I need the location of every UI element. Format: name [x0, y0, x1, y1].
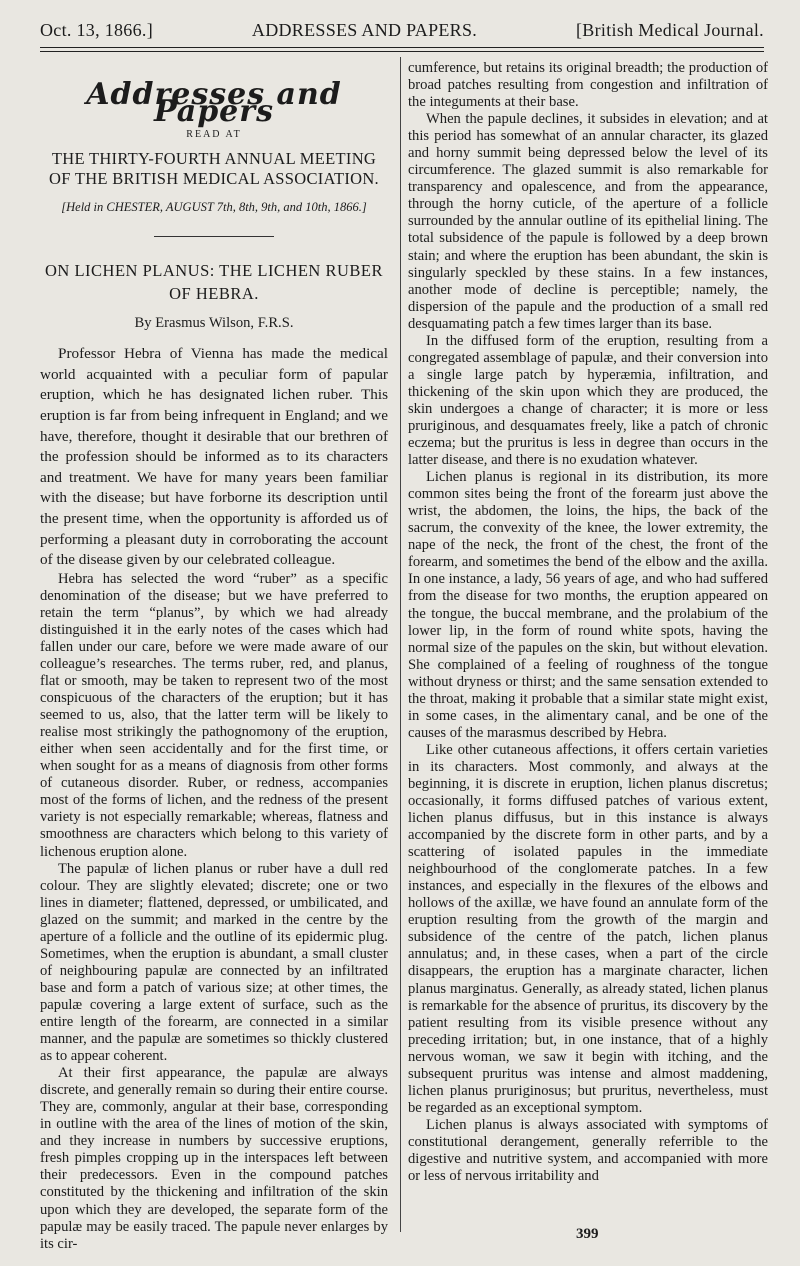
header-journal: [British Medical Journal.	[576, 20, 764, 40]
meeting-title: THE THIRTY-FOURTH ANNUAL MEETING OF THE BRITISH MEDICAL ASSOCIATION.	[49, 149, 379, 189]
paragraph: Professor Hebra of Vienna has made the medical world acquainted with a peculiar form of papular eruption, which he has designated lichen ruber. This eruption is far from being infrequent in England; and we have, therefore, thought it desirable that our brethren of the profession should be informed as to its characters and treatment. We have for many years been familiar with the disease; but have forborne its description until the present time, when the opportunity is afforded us of performing a pleasant duty in corroborating the account of the disease given by our celebrated colleague.	[40, 345, 388, 569]
paragraph: When the papule declines, it subsides in elevation; and at this period has somewhat of an annular character, its glazed and horny summit being depressed below the level of its circumference. The glazed summit is also remarkable for transparency and opalescence, and from the appearance, through the horny cuticle, of the aperture of a follicle surrounded by the annular outline of its epithelial lining. The total subsidence of the papule is followed by a deep brown stain; and where the eruption has been abundant, the skin is singularly speckled by these stains. In a few instances, another mode of decline is perceptible; namely, the dispersion of the papule and the production of a small red desquamating patch a few times larger than its base.	[408, 111, 768, 332]
read-at-label: READ AT	[186, 129, 242, 141]
paragraph: The papulæ of lichen planus or ruber have a dull red colour. They are slightly elevated; discrete; one or two lines in diameter; flattened, depressed, or umbilicated, and glazed on the summit; and marked in the centre by the aperture of a follicle and the outline of its epidermic plug. Sometimes, when the eruption is abundant, a small cluster of neighbouring papulæ are connected by an infiltrated base and form a patch of various size; at other times, the papulæ covering a large extent of surface, such as the entire length of the forearm, are connected in a similar manner, and the papulæ are sometimes so thickly clustered as to appear coherent.	[40, 860, 388, 1065]
article-title: ON LICHEN PLANUS: THE LICHEN RUBER OF HEBRA.	[45, 261, 383, 304]
running-header	[40, 20, 764, 41]
paragraph: Lichen planus is regional in its distribution, its more common sites being the front of the forearm just above the wrist, the abdomen, the loins, the hips, the back of the sacrum, the convexity of the knee, the lower extremity, the nape of the neck, the front of the chest, the front of the forearm, and sometimes the bend of the elbow and the axilla. In one instance, a lady, 56 years of age, and who had suffered from the disease for two months, the eruption appeared on the tongue, the buccal membrane, and the prolabium of the lower lip, in the form of round white spots, having the normal size of the papules on the skin, but without elevation. She complained of a feeling of roughness of the tongue without dryness or thirst; and the same sensation extended to the throat, making it probable that a similar state might exist, in some cases, in the alimentary canal, and be one of the causes of the marasmus described by Hebra.	[408, 469, 768, 741]
paragraph: In the diffused form of the eruption, resulting from a congregated assemblage of papulæ, and their conversion into a single large patch by hyperæmia, infiltration, and thickening of the skin upon which they are produced, the skin undergoes a change of character; it is more or less pruriginous, and desquamates freely, like a patch of chronic eczema; but the pruritus is less in degree than occurs in the latter disease, and there is no exudation whatever.	[408, 332, 768, 469]
page-number: 399	[576, 1226, 599, 1242]
byline: By Erasmus Wilson, F.R.S.	[134, 315, 294, 332]
header-rule-bottom	[40, 51, 764, 52]
header-date: Oct. 13, 1866.]	[40, 20, 153, 40]
column-divider	[400, 57, 401, 1232]
paragraph: cumference, but retains its original breadth; the production of broad patches resulting from congestion and infiltration of the integuments at their base.	[408, 60, 768, 111]
paragraph: At their first appearance, the papulæ are always discrete, and generally remain so during their entire course. They are, commonly, angular at their base, corresponding in outline with the area of the lines of motion of the skin, and they increase in numbers by successive eruptions, fresh pimples cropping up in the interspaces left between their predecessors. Even in the compound patches constituted by the thickening and infiltration of the skin upon which they are developed, the separate form of the papulæ may be easily traced. The papule never enlarges by its cir-	[40, 1065, 388, 1252]
left-column	[40, 60, 388, 1253]
section-title: Addresses and Papers	[86, 77, 342, 130]
paragraph: Hebra has selected the word “ruber” as a specific denomination of the disease; but we have preferred to retain the term “planus”, by which we had already distinguished it in the early notes of the cases which had fallen under our care, before we were made aware of our colleague’s researches. The terms ruber, red, and planus, flat or smooth, may be taken to represent two of the most conspicuous of the characters of the eruption; but it has seemed to us, also, that the latter term will be likely to realise most strikingly the pathognomony of the eruption, either when seen accidentally and for the first time, or when sought for as a means of diagnosis from other forms of cutaneous disorder. Ruber, or redness, accompanies most of the forms of lichen, and the redness of the present variety is not especially remarkable; whereas, flatness and smoothness are characters which belong to this variety of lichenous eruption alone.	[40, 570, 388, 860]
meeting-location: [Held in CHESTER, AUGUST 7th, 8th, 9th, and 10th, 1866.]	[61, 200, 367, 215]
header-rule-top	[40, 47, 764, 48]
right-column	[408, 60, 768, 1185]
title-separator	[154, 236, 274, 237]
header-section: ADDRESSES AND PAPERS.	[251, 20, 478, 40]
paragraph: Lichen planus is always associated with symptoms of constitutional derangement, generally referrible to the digestive and nutritive system, and accompanied with more or less of nervous irritability and	[408, 1116, 768, 1185]
paragraph: Like other cutaneous affections, it offers certain varieties in its characters. Most commonly, and always at the beginning, it is discrete in eruption, lichen planus discretus; occasionally, it forms diffused patches of various extent, lichen planus diffusus, but in this instance is always accompanied by the discrete form in other parts, and by a scattering of isolated papules in the immediate neighbourhood of the conglomerate patches. In a few instances, and especially in the flexures of the elbows and hollows of the axillæ, we have found an annulate form of the eruption resulting from the growth of the margin and subsidence of the centre of the patch, lichen planus annulatus; and, in these cases, when a part of the circle disappears, the eruption has a marginate character, lichen planus marginatus. Generally, as already stated, lichen planus is remarkable for the absence of pruritus, its discovery by the patient resulting from its visible presence without any preceding irritation; but, in one instance, that of a highly nervous woman, we saw it begin with itching, and the subsequent pruritus was intense and almost maddening, lichen planus pruriginosus; but pruritus, nevertheless, must be regarded as an exceptional symptom.	[408, 741, 768, 1116]
